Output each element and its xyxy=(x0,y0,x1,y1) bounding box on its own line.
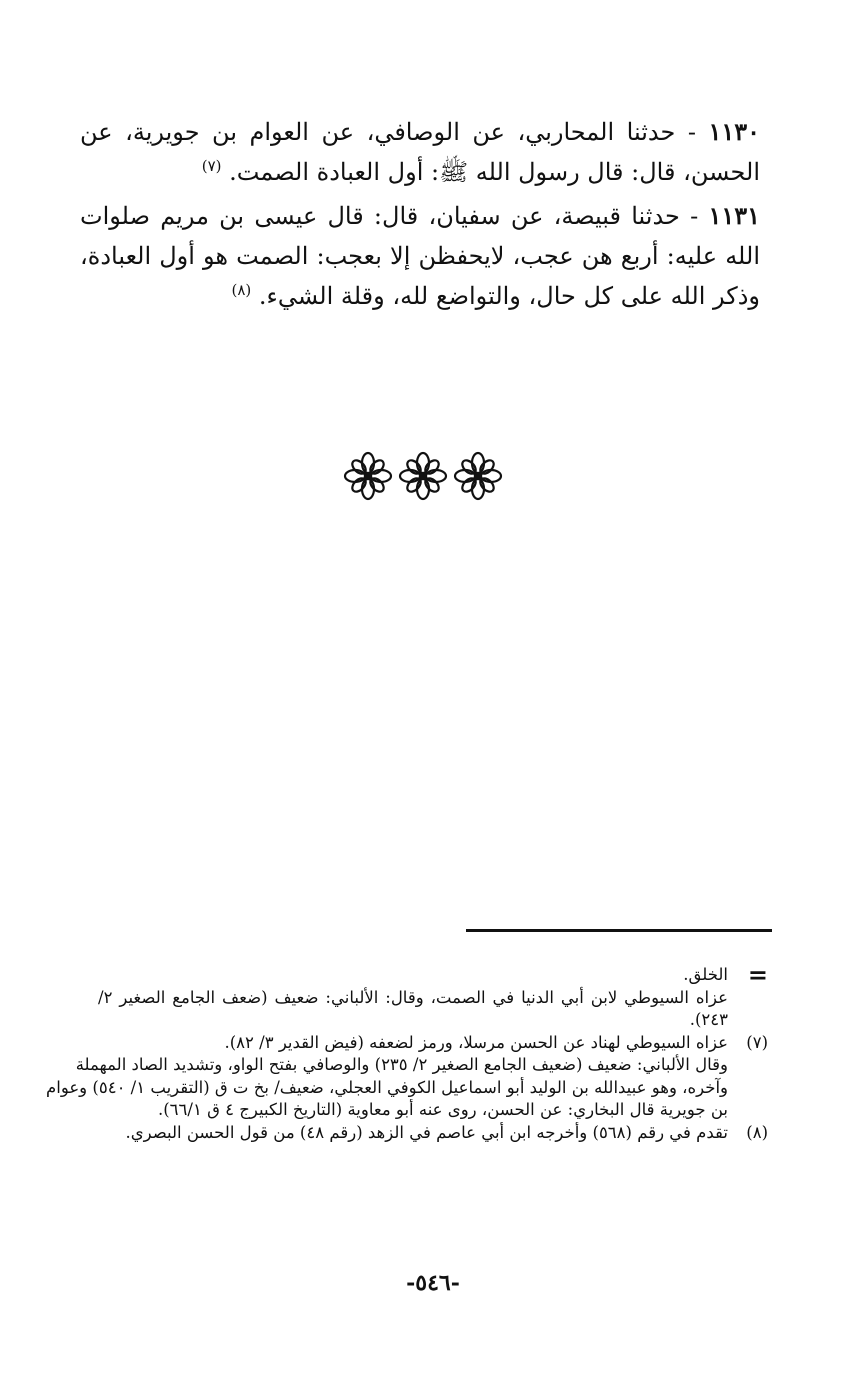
hadith-text-line: عليه: أربع هن عجب، لايحفظن إلا بعجب: الصمت هو أول العبادة، وذكر xyxy=(80,242,760,310)
footnote-mark-7: (٧) xyxy=(746,1032,768,1052)
footnotes-section xyxy=(46,960,768,1144)
footnote-8 xyxy=(98,1122,768,1145)
footnote-continuation xyxy=(98,960,768,989)
page-number: -٥٤٦- xyxy=(406,1270,460,1296)
footnote-7 xyxy=(46,1032,768,1122)
floral-flower-icon xyxy=(398,451,448,501)
hadith-1131 xyxy=(80,196,760,316)
hadith-1130 xyxy=(80,112,760,192)
hadith-text-line: - حدثنا المحاربي، عن الوصافي، عن العوام بن جويرية، عن الحسن، xyxy=(80,118,760,186)
footnote-ref-7: (٧) xyxy=(201,157,222,175)
footnote-intro xyxy=(98,987,768,1032)
hadith-text-line: الله على كل حال، والتواضع لله، وقلة الشيء. xyxy=(258,282,706,310)
footnote-text: عزاه السيوطي لابن أبي الدنيا في الصمت، وقال: الألباني: ضعيف (ضعف الجامع الصغير ٢/ ٢٤٣). xyxy=(98,987,728,1029)
footnote-line: وقال الألباني: ضعيف (ضعيف الجامع الصغير ٢/ ٢٣٥) والوصافي بفتح الواو، وتشديد الصاد المهملة xyxy=(75,1055,728,1074)
main-text xyxy=(80,112,760,320)
footnote-ref-8: (٨) xyxy=(231,281,252,299)
footnote-line: وآخره، وهو عبيدالله بن الوليد أبو اسماعيل الكوفي العجلي، ضعيف/ بخ ت ق (التقريب ١/ ٥٤٠) وعوام xyxy=(46,1077,728,1097)
footnote-text: الخلق. xyxy=(683,965,728,984)
footnote-line: عزاه السيوطي لهناد عن الحسن مرسلا، ورمز لضعفه (فيض القدير ٣/ ٨٢). xyxy=(224,1032,728,1052)
hadith-number: ١١٣١ xyxy=(708,201,760,230)
footnote-mark-8: (٨) xyxy=(746,1122,768,1142)
section-divider-ornament xyxy=(343,448,503,504)
hadith-number: ١١٣٠ xyxy=(708,117,761,146)
footnote-separator-rule xyxy=(466,929,772,932)
floral-flower-icon xyxy=(453,451,503,501)
hadith-text-line: - حدثنا قبيصة، عن سفيان، قال: قال عيسى بن مريم صلوات الله xyxy=(80,202,760,270)
continuation-mark: = xyxy=(747,960,768,989)
footnote-line: تقدم في رقم (٥٦٨) وأخرجه ابن أبي عاصم في الزهد (رقم ٤٨) من قول الحسن البصري. xyxy=(125,1122,728,1142)
footnote-line: بن جويرية قال البخاري: عن الحسن، روى عنه أبو معاوية (التاريخ الكبيرج ٤ ق ٦٦/١). xyxy=(157,1100,728,1119)
hadith-text-line: قال: قال رسول الله ﷺ: أول العبادة الصمت. xyxy=(229,158,676,186)
floral-flower-icon xyxy=(343,451,393,501)
